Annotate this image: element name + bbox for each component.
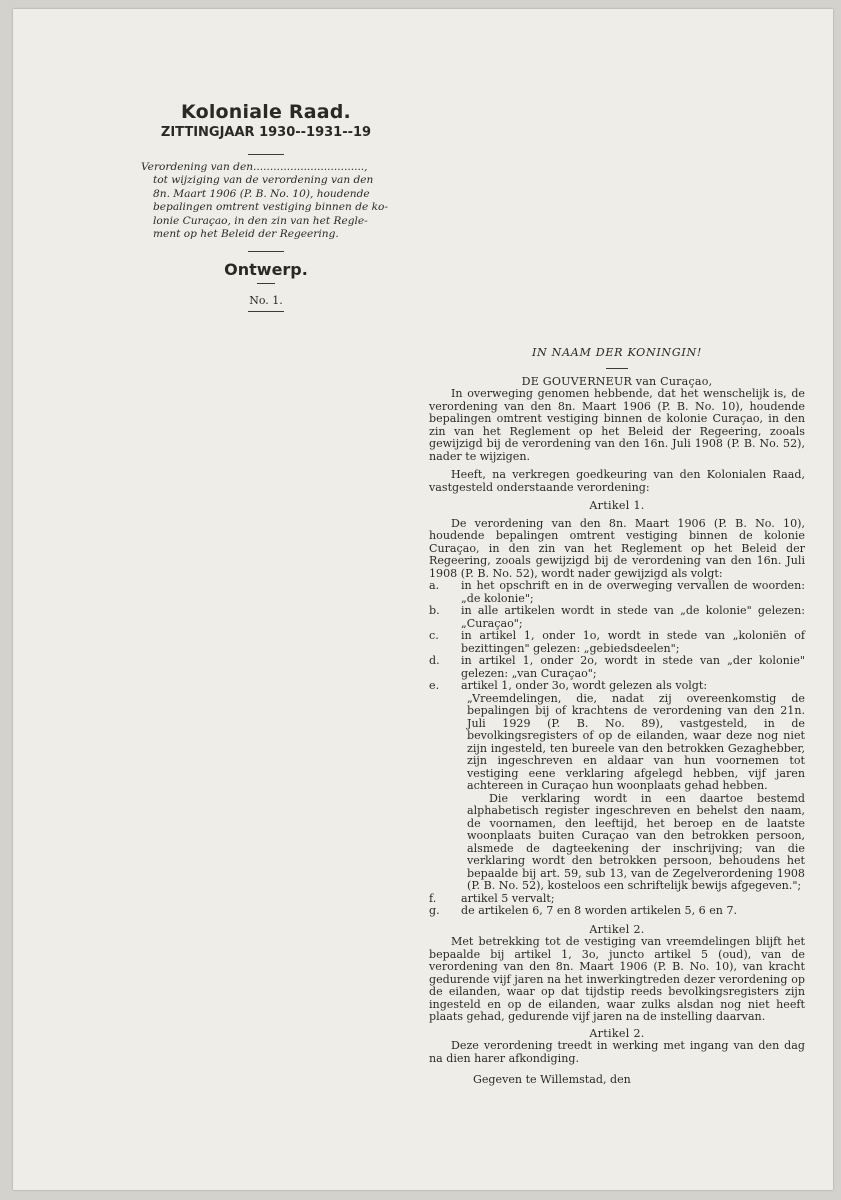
article-1-title: Artikel 1. [589,499,645,512]
session-year: ZITTINGJAAR 1930--1931--19 [160,125,372,140]
article-2-title: Artikel 2. [589,922,645,936]
article-2-text: Met betrekking tot de vestiging van vreemdelingen blijft het bepaalde bij artikel 1, 3o, juncto artikel 5 (oud), van de verordening van den 8n. Maart 1906 (P. B. No. 10), van kracht gedurende vijf jaren na het inwerkingtreden dezer verordening op de eilanden, waar op dat tijdstip reeds bevolkingsregisters zijn ingesteld en op de eilanden, waar zulks alsdan nog niet heeft plaats gehad, gedurende vijf jaren na de instelling daarvan. [429,935,805,1023]
quoted-provision: Die verklaring wordt in een daartoe bestemd alphabetisch register ingeschreven en behelst den naam, de voornamen, den leeftijd, het beroep en de laatste woonplaats buiten Curaçao van den betrokken persoon, alsmede de dagteekening der inschrijving; van die verklaring wordt den betrokken persoon, behoudens het bepaalde bij art. 59, sub 13, van de Zegelverordening 1908 (P. B. No. 52), kosteloos een schriftelijk bewijs afgegeven."; [467,791,805,892]
quoted-provision: „Vreemdelingen, die, nadat zij overeenkomstig de bepalingen bij of krachtens de verordening van den 21n. Juli 1929 (P. B. No. 89), vastgesteld, in de bevolkingsregisters of op de eilanden, waar deze nog niet zijn ingesteld, ten bureele van den betrokken Gezaghebber, zijn ingeschreven en aldaar van hun voornemen tot vestiging eene verklaring afgelegd hebben, vijf jaren achtereen in Curaçao hun woonplaats gehad hebben. [467,691,805,792]
divider [248,251,284,252]
article-3-title: Artikel 2. [589,1026,645,1040]
article-3-text: Deze verordening treedt in werking met ingang van den dag na dien harer afkondiging. [429,1039,805,1065]
divider [248,154,284,155]
document-page [13,9,833,1190]
list-marker: e. [429,679,440,692]
enactment-clause: Heeft, na verkregen goedkeuring van den Kolonialen Raad, vastgesteld onderstaande verordening: [429,468,805,494]
preamble: In overweging genomen hebbende, dat het wenschelijk is, de verordening van den 8n. Maart 1906 (P. B. No. 10), houdende bepalingen omtrent vestiging binnen de kolonie Curaçao, in den zin van het Reglement op het Beleid der Regeering, zooals gewijzigd bij de verordening van den 16n. Juli 1908 (P. B. No. 52), nader te wijzigen. [429,387,805,463]
intro-line: 8n. Maart 1906 (P. B. No. 10), houdende [153,187,370,200]
list-marker: b. [429,604,440,617]
intro-line: tot wijziging van de verordening van den [153,174,374,187]
list-text: in alle artikelen wordt in stede van „de kolonie" gelezen: „Curaçao"; [461,604,805,630]
list-item [429,680,805,693]
ordinance-body [429,347,805,1087]
list-text: artikel 5 vervalt; [461,891,555,905]
closing-line: Gegeven te Willemstad, den [473,1073,631,1086]
governor-line: DE GOUVERNEUR van Curaçao, [521,374,713,388]
divider [606,368,628,369]
list-marker: d. [429,654,440,667]
list-item [429,655,805,680]
intro-line: Verordening van den................................., [141,161,368,173]
intro-line: ment op het Beleid der Regeering. [153,228,339,241]
document-number: No. 1. [249,294,283,308]
intro-line: lonie Curaçao, in den zin van het Regle- [153,214,368,227]
ordinance-description [131,161,401,241]
list-text: in het opschrift en in de overweging vervallen de woorden: „de kolonie"; [461,579,805,605]
list-text: de artikelen 6, 7 en 8 worden artikelen 5, 6 en 7. [461,904,738,917]
header-block [131,101,401,312]
draft-label: Ontwerp. [224,260,308,280]
council-title: Koloniale Raad. [181,101,351,123]
list-item [429,630,805,655]
list-text: in artikel 1, onder 1o, wordt in stede van „koloniën of bezittingen" gelezen: „gebiedsdeelen"; [461,629,805,655]
list-item [429,905,805,918]
royal-heading: IN NAAM DER KONINGIN! [531,346,703,359]
list-marker: f. [429,891,437,905]
list-marker: g. [429,904,440,917]
list-item [429,580,805,605]
article-1-intro: De verordening van den 8n. Maart 1906 (P. B. No. 10), houdende bepalingen omtrent vestiging binnen de kolonie Curaçao, in den zin van het Reglement op het Beleid der Regeering, zooals gewijzigd bij de verordening van den 16n. Juli 1908 (P. B. No. 52), wordt nader gewijzigd als volgt: [429,516,805,580]
list-text: in artikel 1, onder 2o, wordt in stede van „der kolonie" gelezen: „van Curaçao"; [461,654,805,680]
list-text: artikel 1, onder 3o, wordt gelezen als volgt: [461,679,708,692]
divider [248,311,284,312]
list-item [429,605,805,630]
intro-line: bepalingen omtrent vestiging binnen de ko- [153,201,388,214]
list-marker: c. [429,629,439,642]
list-marker: a. [429,579,440,592]
divider [257,283,275,284]
